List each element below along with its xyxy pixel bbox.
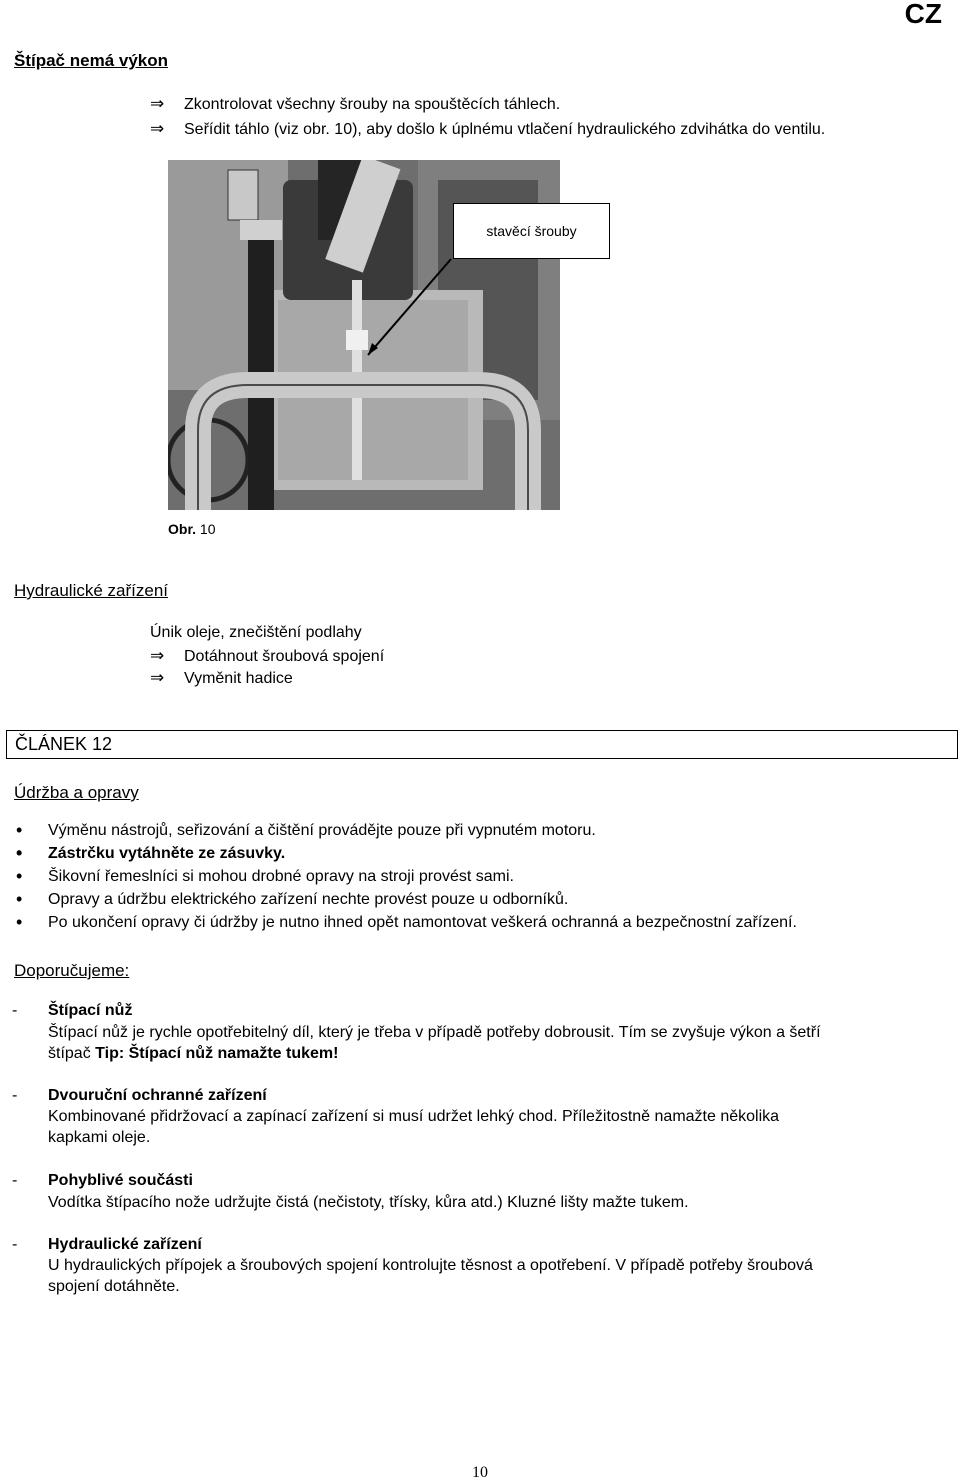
item-text: Vodítka štípacího nože udržujte čistá (nečistoty, třísky, kůra atd.) Kluzné lišty mažte tukem.	[48, 1194, 689, 1211]
callout-label: stavěcí šrouby	[453, 203, 610, 259]
item-title: Hydraulické zařízení	[48, 1236, 202, 1253]
item-title: Štípací nůž	[48, 1002, 133, 1019]
item-text: Kombinované přidržovací a zapínací zařízení si musí udržet lehký chod. Příležitostně namažte několika	[48, 1108, 780, 1125]
tip-text: Tip: Štípací nůž namažte tukem!	[95, 1045, 339, 1062]
recommend-title: Doporučujeme:	[14, 961, 130, 980]
problem-text: Únik oleje, znečištění podlahy	[150, 624, 362, 641]
figure-caption	[168, 521, 215, 537]
language-code: CZ	[904, 0, 942, 29]
list-item	[150, 668, 293, 688]
list-item-text: Vyměnit hadice	[184, 670, 293, 687]
list-item: • Výměnu nástrojů, seřizování a čištění provádějte pouze při vypnutém motoru.	[16, 822, 797, 845]
item-text: spojení dotáhněte.	[48, 1278, 180, 1295]
dash-marker: -	[12, 1236, 18, 1253]
section-title-no-power: Štípač nemá výkon	[14, 51, 169, 70]
list-item: • Šikovní řemeslníci si mohou drobné opravy na stroji provést sami.	[16, 868, 797, 891]
list-item	[150, 646, 384, 666]
item-title: Dvouruční ochranné zařízení	[48, 1087, 267, 1104]
list-item-text: Zkontrolovat všechny šrouby na spouštěcích táhlech.	[184, 96, 561, 113]
item-text: Štípací nůž je rychle opotřebitelný díl, který je třeba v případě potřeby dobrousit. Tím se zvyšuje výkon a šetří	[48, 1024, 821, 1041]
list-item-text: Dotáhnout šroubová spojení	[184, 648, 385, 665]
item-text: U hydraulických přípojek a šroubových spojení kontrolujte těsnost a opotřebení. V případě potřeby šroubová	[48, 1257, 813, 1274]
item-title: Pohyblivé součásti	[48, 1172, 193, 1189]
page-number: 10	[472, 1464, 488, 1481]
dash-marker: -	[12, 1172, 18, 1189]
section-title-hydraulic: Hydraulické zařízení	[14, 581, 169, 600]
dash-marker: -	[12, 1002, 18, 1019]
article-heading: ČLÁNEK 12	[6, 730, 958, 759]
list-item: • Po ukončení opravy či údržby je nutno ihned opět namontovat veškerá ochranná a bezpečnostní zařízení.	[16, 914, 797, 937]
section-title-maintenance: Údržba a opravy	[14, 783, 139, 802]
list-item: • Opravy a údržbu elektrického zařízení nechte provést pouze u odborníků.	[16, 891, 797, 914]
item-text-start: štípač	[48, 1045, 96, 1062]
maintenance-list	[16, 822, 797, 937]
list-item	[150, 94, 560, 114]
arrow-icon: ⇒	[150, 668, 165, 688]
item-text: kapkami oleje.	[48, 1129, 151, 1146]
caption-label: Obr.	[168, 521, 197, 537]
list-item-text: Seřídit táhlo (viz obr. 10), aby došlo k úplnému vtlačení hydraulického zdvihátka do ventilu.	[184, 121, 826, 138]
list-item: • Zástrčku vytáhněte ze zásuvky.	[16, 845, 797, 868]
item-text	[48, 1045, 338, 1063]
list-item	[150, 119, 825, 139]
arrow-icon: ⇒	[150, 646, 165, 666]
dash-marker: -	[12, 1087, 18, 1104]
caption-number: 10	[199, 521, 216, 537]
arrow-icon: ⇒	[150, 119, 165, 139]
arrow-icon: ⇒	[150, 94, 165, 114]
